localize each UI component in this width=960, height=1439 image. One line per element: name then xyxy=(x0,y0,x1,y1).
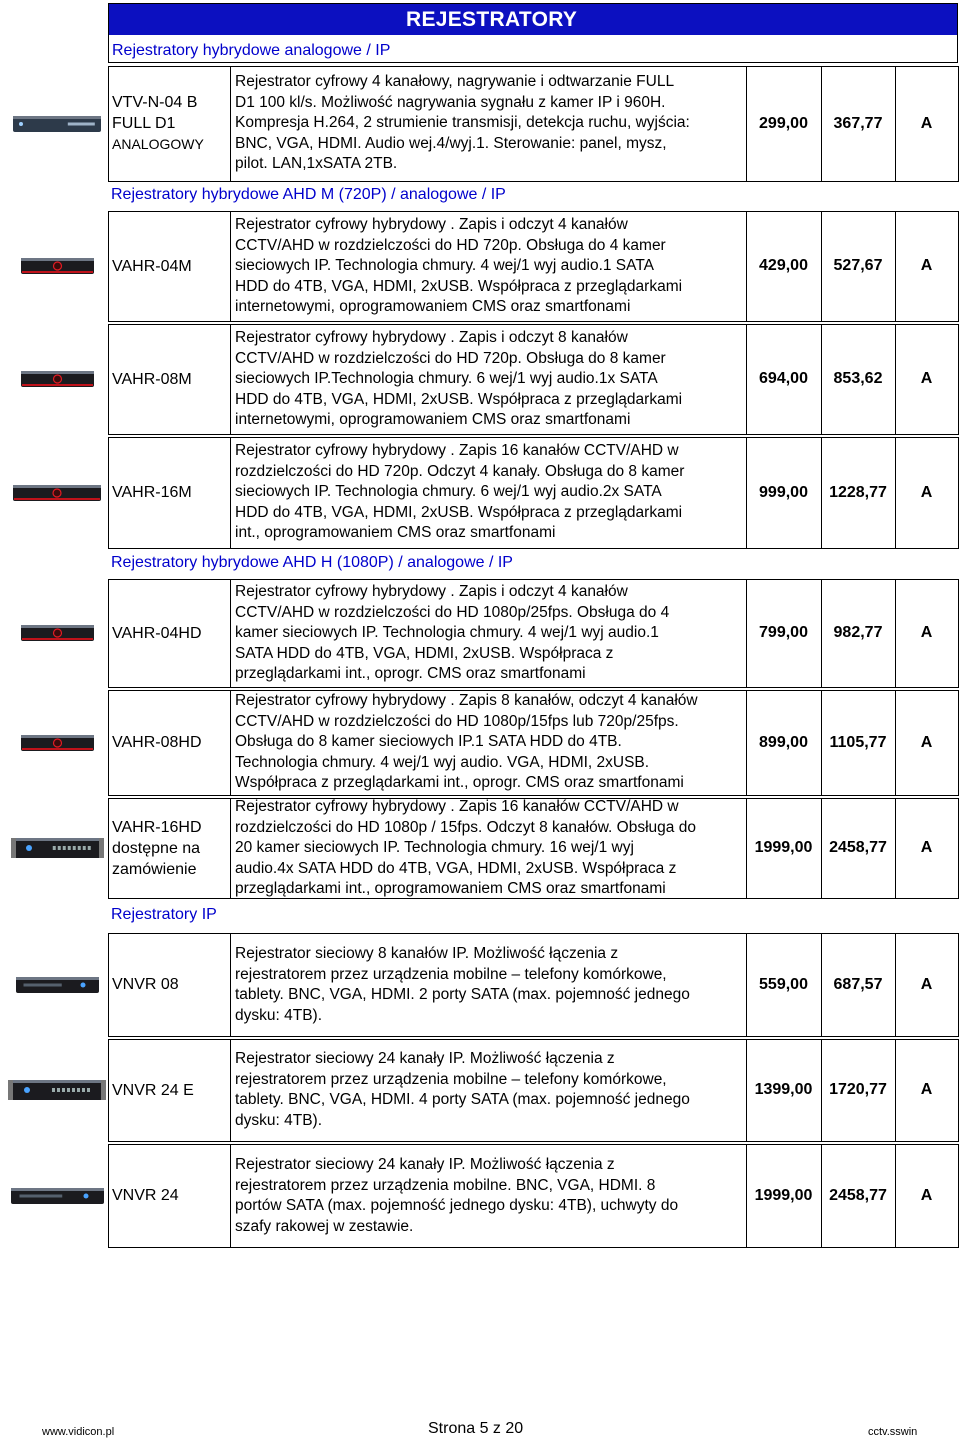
product-description xyxy=(235,691,698,794)
footer-website: www.vidicon.pl xyxy=(42,1426,115,1438)
product-image xyxy=(10,835,105,866)
product-description-line: Rejestrator sieciowy 24 kanały IP. Możliwość łączenia z xyxy=(235,1156,615,1173)
net-price: 999,00 xyxy=(759,484,808,501)
product-description-line: rejestratorem przez urządzenia mobilne – telefony komórkowe, xyxy=(235,965,667,983)
product-description xyxy=(235,441,684,544)
product-description-line: 20 kamer sieciowych IP. Technologia chmury. 16 wej/1 wyj xyxy=(235,839,634,856)
product-name-line: VAHR-04M xyxy=(112,258,192,275)
product-description xyxy=(235,1155,678,1237)
gross-price: 2458,77 xyxy=(829,839,887,856)
vat-rate: A xyxy=(920,370,933,387)
gross-price: 2458,77 xyxy=(829,1187,887,1204)
product-name xyxy=(112,256,192,277)
net-price: 429,00 xyxy=(759,257,808,274)
product-image xyxy=(7,1077,107,1108)
product-description-line: Rejestrator sieciowy 24 kanały IP. Możliwość łączenia z xyxy=(235,1050,615,1067)
product-description xyxy=(235,72,690,175)
product-description-line: Rejestrator cyfrowy hybrydowy . Zapis i odczyt 4 kanałów xyxy=(235,216,628,233)
product-description-line: pilot. LAN,1xSATA 2TB. xyxy=(235,155,398,172)
product-description xyxy=(235,328,682,431)
vat-rate: A xyxy=(920,1081,933,1098)
product-image xyxy=(20,368,95,395)
product-description-line: Kompresja H.264, 2 strumienie transmisji, detekcja ruchu, wyjścia: xyxy=(235,114,690,131)
section-heading-hybrid-analog: Rejestratory hybrydowe analogowe / IP xyxy=(112,42,391,59)
product-description-line: dysku: 4TB). xyxy=(235,1006,322,1024)
product-name-line: VAHR-08M xyxy=(112,371,192,388)
product-description-line: Rejestrator cyfrowy hybrydowy . Zapis i odczyt 8 kanałów xyxy=(235,329,628,346)
product-image xyxy=(12,113,102,140)
product-description-line: Rejestrator sieciowy 8 kanałów IP. Możliwość łączenia z xyxy=(235,945,619,962)
vat-rate: A xyxy=(920,976,933,993)
product-name-line: dostępne na xyxy=(112,840,201,857)
section-heading-ahd-h: Rejestratory hybrydowe AHD H (1080P) / analogowe / IP xyxy=(111,554,513,571)
product-description xyxy=(235,797,696,900)
product-description xyxy=(235,1049,690,1131)
product-description-line: SATA HDD do 4TB, VGA, HDMI, 2xUSB. Współpraca z xyxy=(235,644,614,662)
product-description-line: Technologia chmury. 4 wej/1 wyj audio. VGA, HDMI, 2xUSB. xyxy=(235,753,650,771)
net-price: 899,00 xyxy=(759,734,808,751)
product-description-line: sieciowych IP.Technologia chmury. 6 wej/1 wyj audio.1x SATA xyxy=(235,370,658,387)
product-name-line: VNVR 24 xyxy=(112,1187,179,1204)
gross-price: 1228,77 xyxy=(829,484,887,501)
product-description-line: Rejestrator cyfrowy hybrydowy . Zapis 16 kanałów CCTV/AHD w xyxy=(235,798,679,815)
gross-price: 527,67 xyxy=(833,257,883,274)
product-description-line: Współpraca z przeglądarkami int., oprogr. CMS oraz smartfonami xyxy=(235,774,684,791)
product-name-line: VAHR-16HD xyxy=(112,819,202,836)
product-image xyxy=(15,974,100,1001)
product-image xyxy=(20,255,95,282)
net-price: 799,00 xyxy=(759,624,808,641)
net-price: 299,00 xyxy=(759,115,808,132)
vat-rate: A xyxy=(920,115,933,132)
net-price: 559,00 xyxy=(759,976,808,993)
product-name-line: VAHR-04HD xyxy=(112,625,202,642)
product-image xyxy=(20,732,95,759)
product-image xyxy=(20,622,95,649)
vat-rate: A xyxy=(920,484,933,501)
product-name xyxy=(112,1185,179,1206)
product-name-line: zamówienie xyxy=(112,861,197,878)
net-price: 694,00 xyxy=(759,370,808,387)
product-name-line: VNVR 24 E xyxy=(112,1082,194,1099)
product-description-line: Rejestrator cyfrowy hybrydowy . Zapis 8 kanałów, odczyt 4 kanałów xyxy=(235,692,698,709)
product-description-line: CCTV/AHD w rozdzielczości do HD 720p. Obsługa do 8 kamer xyxy=(235,349,666,367)
product-name xyxy=(112,817,202,880)
vat-rate: A xyxy=(920,624,933,641)
product-description-line: rejestratorem przez urządzenia mobilne – telefony komórkowe, xyxy=(235,1070,667,1088)
product-name xyxy=(112,482,192,503)
product-description-line: rozdzielczości do HD 1080p / 15fps. Odczyt 8 kanałów. Obsługa do xyxy=(235,818,696,836)
product-image xyxy=(10,1185,105,1212)
product-description-line: Rejestrator cyfrowy hybrydowy . Zapis 16 kanałów CCTV/AHD w xyxy=(235,442,679,459)
product-description-line: D1 100 kl/s. Możliwość nagrywania sygnału z kamer IP i 960H. xyxy=(235,93,666,111)
product-description-line: Rejestrator cyfrowy 4 kanałowy, nagrywanie i odtwarzanie FULL xyxy=(235,73,675,90)
section-heading-ahd-m: Rejestratory hybrydowe AHD M (720P) / analogowe / IP xyxy=(111,186,506,203)
product-description-line: tablety. BNC, VGA, HDMI. 2 porty SATA (max. pojemność jednego xyxy=(235,986,690,1003)
product-description-line: przeglądarkami int., oprogr. CMS oraz smartfonami xyxy=(235,665,586,682)
vat-rate: A xyxy=(920,734,933,751)
product-name xyxy=(112,732,202,753)
product-description-line: BNC, VGA, HDMI. Audio wej.4/wyj.1. Sterowanie: panel, mysz, xyxy=(235,134,667,152)
product-description-line: int., oprogramowaniem CMS oraz smartfonami xyxy=(235,524,556,541)
product-description-line: CCTV/AHD w rozdzielczości do HD 1080p/15fps lub 720p/25fps. xyxy=(235,712,679,730)
product-description-line: HDD do 4TB, VGA, HDMI, 2xUSB. Współpraca z przeglądarkami xyxy=(235,277,683,295)
gross-price: 367,77 xyxy=(833,115,883,132)
product-name-line: VTV-N-04 B xyxy=(112,94,198,111)
product-name xyxy=(112,974,179,995)
gross-price: 853,62 xyxy=(833,370,883,387)
vat-rate: A xyxy=(920,839,933,856)
product-image xyxy=(12,482,102,509)
product-description-line: Obsługa do 8 kamer sieciowych IP.1 SATA HDD do 4TB. xyxy=(235,733,622,750)
product-name xyxy=(112,92,204,155)
product-description-line: audio.4x SATA HDD do 4TB, VGA, HDMI, 2xUSB. Współpraca z xyxy=(235,859,677,877)
product-name-line: FULL D1 xyxy=(112,115,176,132)
product-description-line: HDD do 4TB, VGA, HDMI, 2xUSB. Współpraca z przeglądarkami xyxy=(235,390,683,408)
product-description-line: portów SATA (max. pojemność jednego dysku: 4TB), uchwyty do xyxy=(235,1197,679,1214)
product-description xyxy=(235,944,690,1026)
product-description-line: dysku: 4TB). xyxy=(235,1111,322,1129)
product-description-line: przeglądarkami int., oprogramowaniem CMS oraz smartfonami xyxy=(235,880,666,897)
product-name xyxy=(112,623,202,644)
gross-price: 687,57 xyxy=(833,976,883,993)
page-title: REJESTRATORY xyxy=(109,4,957,35)
product-description-line: HDD do 4TB, VGA, HDMI, 2xUSB. Współpraca z przeglądarkami xyxy=(235,503,683,521)
product-description-line: sieciowych IP. Technologia chmury. 6 wej/1 wyj audio.2x SATA xyxy=(235,483,662,500)
product-name xyxy=(112,369,192,390)
gross-price: 1720,77 xyxy=(829,1081,887,1098)
product-description-line: rejestratorem przez urządzenia mobilne. BNC, VGA, HDMI. 8 xyxy=(235,1176,656,1194)
footer-code: cctv.sswin xyxy=(868,1426,918,1438)
product-name-line: ANALOGOWY xyxy=(112,136,204,152)
vat-rate: A xyxy=(920,257,933,274)
footer-page-number: Strona 5 z 20 xyxy=(428,1420,524,1437)
product-description xyxy=(235,215,682,318)
product-description-line: sieciowych IP. Technologia chmury. 4 wej/1 wyj audio.1 SATA xyxy=(235,257,654,274)
product-name xyxy=(112,1080,194,1101)
table-header xyxy=(108,3,958,63)
product-description-line: szafy rakowej w zestawie. xyxy=(235,1217,414,1235)
product-description xyxy=(235,582,669,685)
product-name-line: VAHR-08HD xyxy=(112,734,202,751)
net-price: 1999,00 xyxy=(754,839,813,856)
gross-price: 1105,77 xyxy=(829,734,887,751)
product-description-line: internetowymi, oprogramowaniem CMS oraz smartfonami xyxy=(235,298,631,315)
section-heading-ip: Rejestratory IP xyxy=(111,906,217,923)
product-description-line: internetowymi, oprogramowaniem CMS oraz smartfonami xyxy=(235,411,631,428)
product-description-line: CCTV/AHD w rozdzielczości do HD 720p. Obsługa do 4 kamer xyxy=(235,236,666,254)
net-price: 1999,00 xyxy=(754,1187,813,1204)
product-description-line: rozdzielczości do HD 720p. Odczyt 4 kanały. Obsługa do 8 kamer xyxy=(235,462,685,480)
product-description-line: kamer sieciowych IP. Technologia chmury. 4 wej/1 wyj audio.1 xyxy=(235,624,659,641)
product-description-line: Rejestrator cyfrowy hybrydowy . Zapis i odczyt 4 kanałów xyxy=(235,583,628,600)
net-price: 1399,00 xyxy=(754,1081,813,1098)
gross-price: 982,77 xyxy=(833,624,883,641)
product-description-line: tablety. BNC, VGA, HDMI. 4 porty SATA (max. pojemność jednego xyxy=(235,1091,690,1108)
vat-rate: A xyxy=(920,1187,933,1204)
product-name-line: VAHR-16M xyxy=(112,484,192,501)
product-description-line: CCTV/AHD w rozdzielczości do HD 1080p/25fps. Obsługa do 4 xyxy=(235,603,670,621)
product-name-line: VNVR 08 xyxy=(112,976,179,993)
